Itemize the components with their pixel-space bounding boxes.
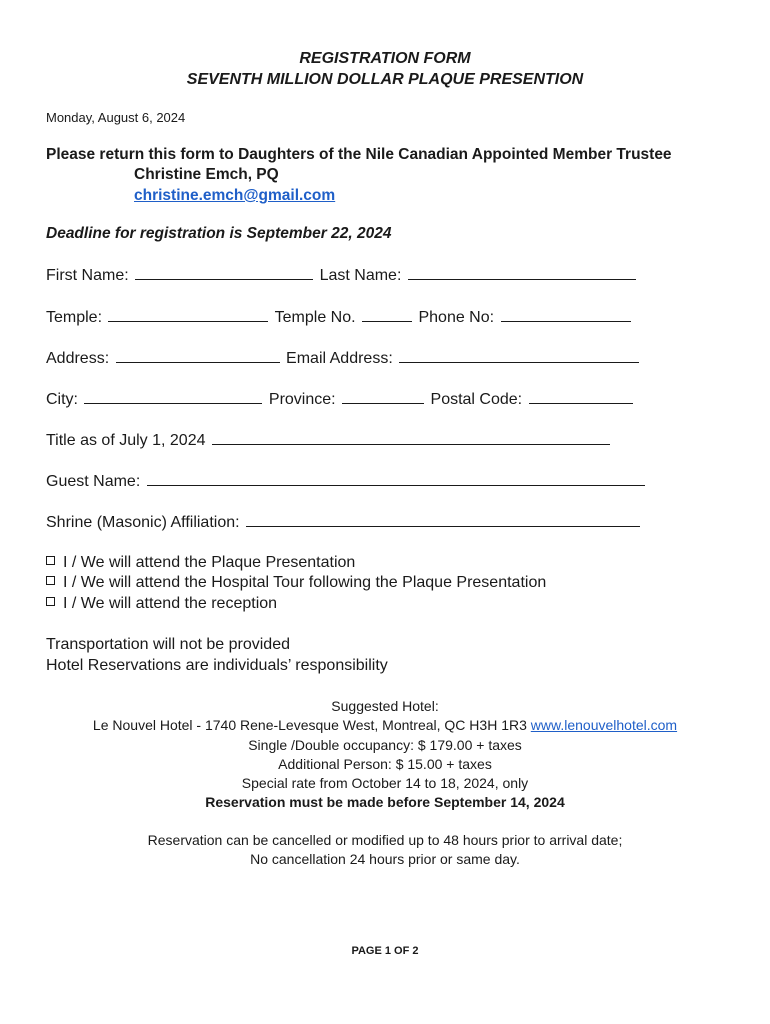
- first-name-label: First Name:: [46, 267, 129, 284]
- checkbox[interactable]: [46, 576, 55, 585]
- attend-hospital-tour-option[interactable]: [46, 574, 546, 592]
- checkbox-label: I / We will attend the reception: [63, 595, 278, 612]
- phone-field[interactable]: [501, 307, 631, 322]
- checkbox-label: I / We will attend the Plaque Presentation: [63, 554, 356, 571]
- title-row: [46, 430, 612, 450]
- return-instruction: Please return this form to Daughters of the Nile Canadian Appointed Member Trustee: [46, 146, 672, 163]
- phone-label: Phone No:: [418, 309, 495, 326]
- hotel-responsibility-note: Hotel Reservations are individuals’ responsibility: [46, 657, 388, 674]
- email-address-label: Email Address:: [286, 350, 393, 367]
- checkbox[interactable]: [46, 597, 55, 606]
- name-row: [46, 265, 638, 285]
- title-label: Title as of July 1, 2024: [46, 432, 206, 449]
- checkbox[interactable]: [46, 556, 55, 565]
- postal-code-label: Postal Code:: [430, 391, 523, 408]
- temple-label: Temple:: [46, 309, 103, 326]
- affiliation-field[interactable]: [246, 512, 640, 527]
- hotel-heading: Suggested Hotel:: [331, 698, 439, 714]
- affiliation-label: Shrine (Masonic) Affiliation:: [46, 514, 240, 531]
- hotel-occupancy: Single /Double occupancy: $ 179.00 + taxes: [248, 737, 522, 753]
- temple-row: [46, 307, 633, 327]
- address-label: Address:: [46, 350, 110, 367]
- hotel-reservation-deadline: Reservation must be made before September 14, 2024: [205, 794, 565, 810]
- address-row: [46, 348, 641, 368]
- city-label: City:: [46, 391, 78, 408]
- temple-no-label: Temple No.: [274, 309, 356, 326]
- contact-name: Christine Emch, PQ: [134, 166, 279, 183]
- hotel-address-line: [0, 717, 770, 733]
- attend-reception-option[interactable]: [46, 595, 277, 613]
- registration-deadline: Deadline for registration is September 22, 2024: [46, 225, 392, 242]
- guest-name-label: Guest Name:: [46, 473, 141, 490]
- page-number: PAGE 1 OF 2: [351, 945, 419, 957]
- guest-name-field[interactable]: [147, 471, 645, 486]
- city-field[interactable]: [84, 389, 262, 404]
- province-field[interactable]: [342, 389, 424, 404]
- form-date: Monday, August 6, 2024: [46, 110, 186, 125]
- checkbox-label: I / We will attend the Hospital Tour following the Plaque Presentation: [63, 574, 547, 591]
- hotel-special-rate: Special rate from October 14 to 18, 2024, only: [241, 775, 529, 791]
- cancellation-line-2: No cancellation 24 hours prior or same day.: [250, 851, 520, 867]
- transport-note: Transportation will not be provided: [46, 636, 290, 653]
- last-name-field[interactable]: [408, 265, 636, 280]
- contact-email-link[interactable]: christine.emch@gmail.com: [134, 187, 336, 204]
- first-name-field[interactable]: [135, 265, 313, 280]
- hotel-website-link[interactable]: www.lenouvelhotel.com: [530, 717, 678, 733]
- city-row: [46, 389, 635, 409]
- title-field[interactable]: [212, 430, 610, 445]
- cancellation-line-1: Reservation can be cancelled or modified up to 48 hours prior to arrival date;: [147, 832, 623, 848]
- form-subtitle: SEVENTH MILLION DOLLAR PLAQUE PRESENTION: [186, 71, 584, 88]
- hotel-additional-person: Additional Person: $ 15.00 + taxes: [278, 756, 492, 772]
- temple-field[interactable]: [108, 307, 268, 322]
- temple-no-field[interactable]: [362, 307, 412, 322]
- hotel-address: Le Nouvel Hotel - 1740 Rene-Levesque West, Montreal, QC H3H 1R3: [92, 717, 527, 733]
- address-field[interactable]: [116, 348, 280, 363]
- last-name-label: Last Name:: [319, 267, 402, 284]
- guest-row: [46, 471, 647, 491]
- form-title: REGISTRATION FORM: [299, 50, 471, 67]
- postal-code-field[interactable]: [529, 389, 633, 404]
- province-label: Province:: [268, 391, 336, 408]
- attend-presentation-option[interactable]: [46, 554, 355, 572]
- email-address-field[interactable]: [399, 348, 639, 363]
- affiliation-row: [46, 512, 642, 532]
